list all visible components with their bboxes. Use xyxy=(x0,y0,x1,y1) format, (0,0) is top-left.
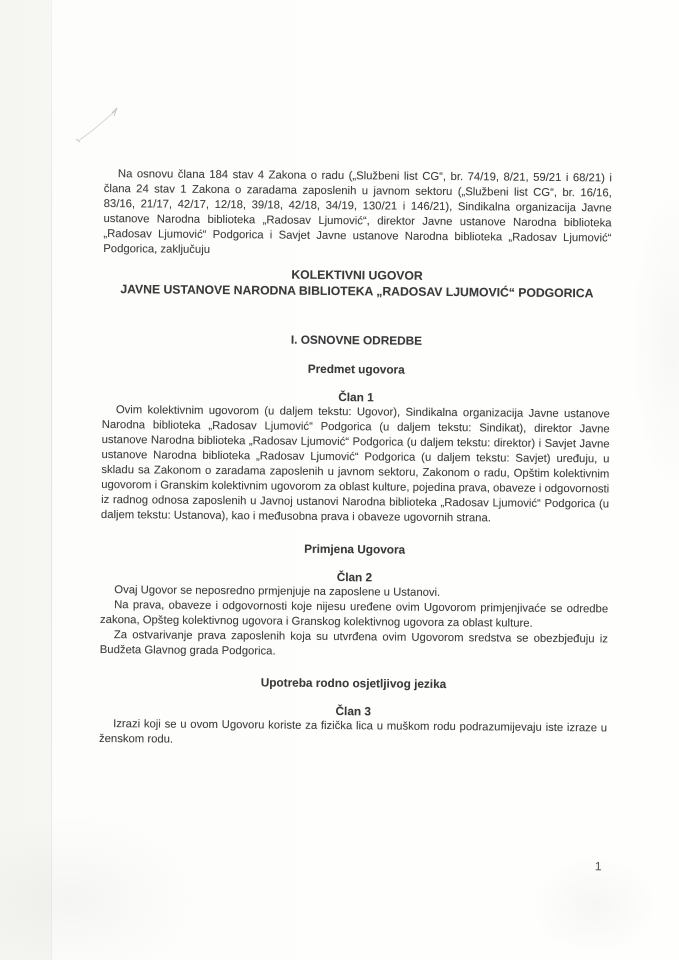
article-2-paragraph-2: Na prava, obaveze i odgovornosti koje nijesu uređene ovim Ugovorom primjenjivaće se odredbe zakona, Opšteg kolektivnog ugovora i Granskog kolektivnog ugovora za oblast kulture. xyxy=(99,599,609,630)
intro-paragraph: Na osnovu člana 184 stav 4 Zakona o radu („Službeni list CG“, br. 74/19, 8/21, 59/21 i 68/21) i člana 24 stav 1 Zakona o zaradama zaposlenih u javnom sektoru („Službeni list CG“, br. 16/16, 83/16, 21/17, 42/17, 12/18, 39/18, 42/18, 34/19, 130/21 i 146/21), Sindikalna organizacija Javne ustanove Narodna biblioteka „Radosav Ljumović“, direktor Javne ustanove Narodna biblioteka „Radosav Ljumović“ Podgorica i Savjet Javne ustanove Narodna biblioteka „Radosav Ljumović“ Podgorica, zaključuju xyxy=(103,168,612,256)
article-heading-clan-2: Član 2 xyxy=(336,570,373,585)
subsection-heading-rodno-osjetljiv-jezik: Upotreba rodno osjetljivog jezika xyxy=(260,675,447,692)
paper-edge-shadow xyxy=(51,0,52,960)
article-3-paragraph: Izrazi koji se u ovom Ugovoru koriste za fizička lica u muškom rodu podrazumijevaju iste izraze u ženskom rodu. xyxy=(98,718,608,746)
document-title xyxy=(103,265,611,301)
subsection-heading-primjena-ugovora: Primjena Ugovora xyxy=(304,541,406,557)
article-2-paragraph-3: Za ostvarivanje prava zaposlenih koja su utvrđena ovim Ugovorom sredstva se obezbjeđuju iz Budžeta Glavnog grada Podgorica. xyxy=(99,629,608,658)
title-line-2: JAVNE USTANOVE NARODNA BIBLIOTEKA „RADOSAV LJUMOVIĆ“ PODGORICA xyxy=(120,282,594,301)
article-1-paragraph: Ovim kolektivnim ugovorom (u daljem tekstu: Ugovor), Sindikalna organizacija Javne ustanove Narodna biblioteka „Radosav Ljumović“ Podgorica (u daljem tekstu: Sindikat), direktor Javne ustanove Narodna biblioteka „Radosav Ljumović“ Podgorica (u daljem tekstu: direktor) i Savjet Javne ustanove Narodna biblioteka „Radosav Ljumović“ Podgorica (u daljem tekstu: Savjet) uređuju, u skladu sa Zakonom o zaradama zaposlenih u javnom sektoru, Zakonom o radu, Opštim kolektivnim ugovorom i Granskim kolektivnim ugovorom za oblast kulture, pojedina prava, obaveze i odgovornosti iz radnog odnosa zaposlenih u Javnoj ustanovi Narodna biblioteka „Radosav Ljumović“ Podgorica (u daljem tekstu: Ustanova), kao i međusobna prava i obaveze ugovornih strana. xyxy=(100,404,610,525)
article-2-paragraph-1: Ovaj Ugovor se neposredno prmjenjuje na zaposlene u Ustanovi. xyxy=(114,584,441,599)
document-body xyxy=(98,167,612,874)
article-heading-clan-1: Član 1 xyxy=(338,390,374,405)
page-number: 1 xyxy=(594,859,602,874)
article-heading-clan-3: Član 3 xyxy=(335,704,372,719)
chapter-heading: I. OSNOVNE ODREDBE xyxy=(290,332,423,348)
subsection-heading-predmet-ugovora: Predmet ugovora xyxy=(307,361,405,377)
pencil-scribble-artifact xyxy=(70,85,140,150)
title-line-1: KOLEKTIVNI UGOVOR xyxy=(291,267,423,283)
